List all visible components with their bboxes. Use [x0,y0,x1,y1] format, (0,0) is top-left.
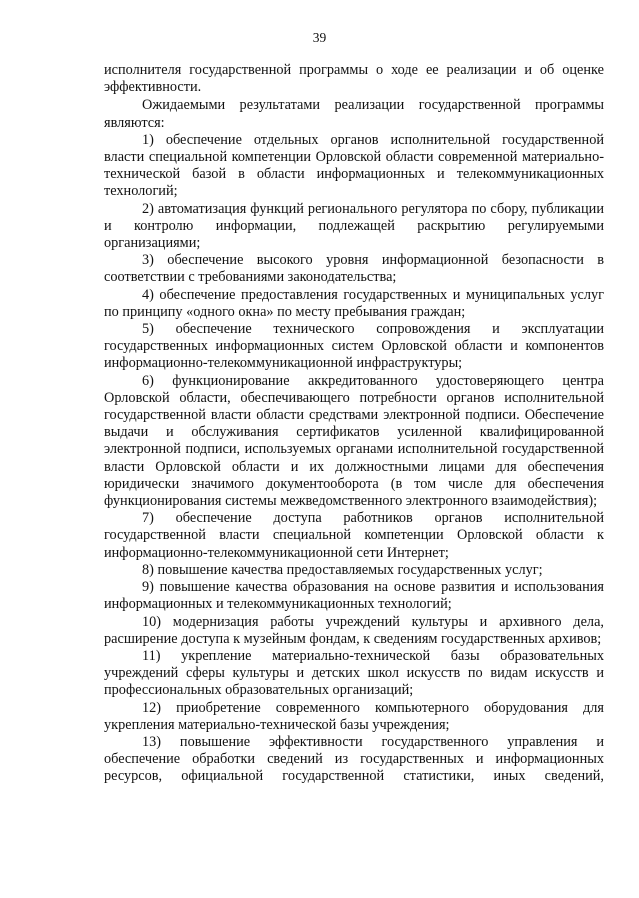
list-item-3: 3) обеспечение высокого уровня информационной безопасности в соответствии с требованиями законодательства; [104,252,604,286]
list-item-5: 5) обеспечение технического сопровождения и эксплуатации государственных информационных систем Орловской области и компонентов информационно-телекоммуникационной инфраструктуры; [104,321,604,372]
paragraph-continuation: исполнителя государственной программы о ходе ее реализации и об оценке эффективности. [104,62,604,96]
list-item-10: 10) модернизация работы учреждений культуры и архивного дела, расширение доступа к музейным фондам, к сведениям государственных архивов; [104,613,604,647]
list-item-9: 9) повышение качества образования на основе развития и использования информационных и телекоммуникационных технологий; [104,579,604,613]
list-item-13: 13) повышение эффективности государственного управления и обеспечение обработки сведений из государственных и информационных ресурсов, официальной государственной статистики, иных сведений, [104,733,604,785]
paragraph-expected-results: Ожидаемыми результатами реализации государственной программы являются: [104,97,604,131]
page-number: 39 [312,30,327,45]
document-body [104,62,604,786]
list-item-6: 6) функционирование аккредитованного удостоверяющего центра Орловской области, обеспечивающего потребности органов исполнительной государственной власти области средствами электронной подписи. Обеспечение выдачи и обслуживания сертификатов усиленной квалифицированной электронной подписи, используемых органами исполнительной государственной власти Орловской области и их должностными лицами для обеспечения юридически значимого документооборота (в том числе для обеспечения функционирования системы межведомственного электронного взаимодействия); [104,372,604,510]
list-item-2: 2) автоматизация функций регионального регулятора по сбору, публикации и контролю информации, подлежащей раскрытию регулируемыми организациями; [104,200,604,252]
list-item-4: 4) обеспечение предоставления государственных и муниципальных услуг по принципу «одного окна» по месту пребывания граждан; [104,286,604,320]
list-item-12: 12) приобретение современного компьютерного оборудования для укрепления материально-технической базы учреждения; [104,699,604,733]
list-item-11: 11) укрепление материально-технической базы образовательных учреждений сферы культуры и детских школ искусств по видам искусств и профессиональных образовательных организаций; [104,647,604,699]
list-item-8: 8) повышение качества предоставляемых государственных услуг; [142,561,543,578]
list-item-7: 7) обеспечение доступа работников органов исполнительной государственной власти специальной компетенции Орловской области к информационно-телекоммуникационной сети Интернет; [104,510,604,561]
list-item-1: 1) обеспечение отдельных органов исполнительной государственной власти специальной компетенции Орловской области современной материально-технической базой в области информационных и телекоммуникационных технологий; [104,131,604,200]
